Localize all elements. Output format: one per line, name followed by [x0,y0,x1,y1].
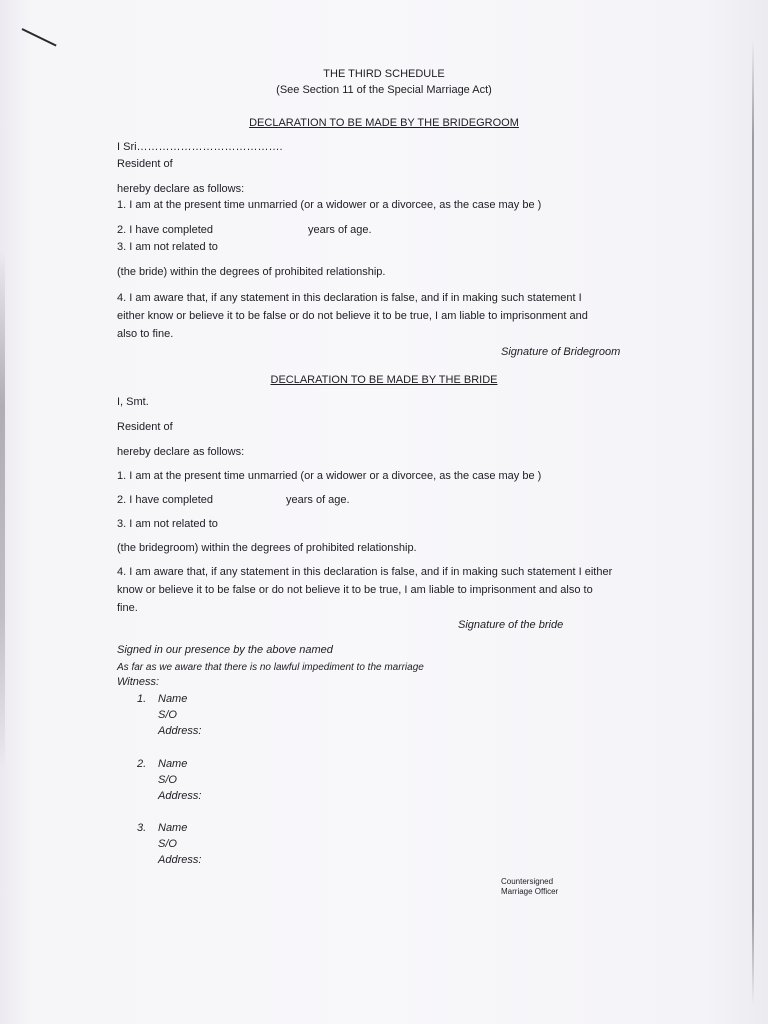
witness-3-address: Address: [158,854,202,866]
schedule-title: THE THIRD SCHEDULE [323,68,445,80]
bride-item-4-line-1: 4. I am aware that, if any statement in this declaration is false, and if in making such statement I either [117,566,613,578]
witness-3-number: 3. [137,822,147,834]
bridegroom-item-4-line-2: either know or believe it to be false or do not believe it to be true, I am liable to imprisonment and [117,310,588,322]
bridegroom-item-2-label: 2. I have completed [117,224,214,236]
bridegroom-declare: hereby declare as follows: [117,183,245,195]
witness-2-so: S/O [158,774,177,786]
bridegroom-item-3-cont: (the bride) within the degrees of prohibited relationship. [117,266,386,278]
bridegroom-resident: Resident of [117,158,173,170]
bridegroom-item-1: 1. I am at the present time unmarried (or a widower or a divorcee, as the case may be ) [117,199,542,211]
bride-item-4-line-2: know or believe it to be false or do not believe it to be true, I am liable to imprisonment and also to [117,584,593,596]
countersigned-label: Countersigned [501,877,554,886]
bride-item-4-line-3: fine. [117,602,138,614]
bride-item-3: 3. I am not related to [117,518,218,530]
witness-1-name: Name [158,693,188,705]
bridegroom-item-3: 3. I am not related to [117,241,218,253]
witness-3-so: S/O [158,838,177,850]
bride-name-line: I, Smt. [117,396,149,408]
bride-item-1: 1. I am at the present time unmarried (or a widower or a divorcee, as the case may be ) [117,470,542,482]
witness-2-name: Name [158,758,188,770]
bridegroom-signature: Signature of Bridegroom [501,346,621,358]
bride-declare: hereby declare as follows: [117,446,245,458]
bride-item-3-cont: (the bridegroom) within the degrees of prohibited relationship. [117,542,417,554]
bride-heading: DECLARATION TO BE MADE BY THE BRIDE [270,374,498,386]
witness-1-so: S/O [158,709,177,721]
witness-aware-line: As far as we aware that there is no lawful impediment to the marriage [117,662,424,673]
marriage-officer-label: Marriage Officer [501,887,559,896]
witness-1-number: 1. [137,693,147,705]
bridegroom-name-line: I Sri…………………………………. [117,141,283,153]
page-edge-shadow [752,40,754,1005]
schedule-subtitle: (See Section 11 of the Special Marriage Act) [276,84,492,96]
witness-2-address: Address: [158,790,202,802]
bride-resident: Resident of [117,421,173,433]
bridegroom-item-2-years: years of age. [308,224,372,236]
page-edge-shadow-left [0,250,5,770]
witness-1-address: Address: [158,725,202,737]
bride-item-2-years: years of age. [286,494,350,506]
bride-item-2-label: 2. I have completed [117,494,214,506]
witness-2-number: 2. [137,758,147,770]
witness-label: Witness: [117,676,160,688]
witness-3-name: Name [158,822,188,834]
bridegroom-item-4-line-1: 4. I am aware that, if any statement in this declaration is false, and if in making such statement I [117,292,582,304]
bridegroom-item-4-line-3: also to fine. [117,328,174,340]
bride-signature: Signature of the bride [458,619,564,631]
bridegroom-heading: DECLARATION TO BE MADE BY THE BRIDEGROOM [249,117,519,129]
witness-signed-line: Signed in our presence by the above named [117,644,333,656]
